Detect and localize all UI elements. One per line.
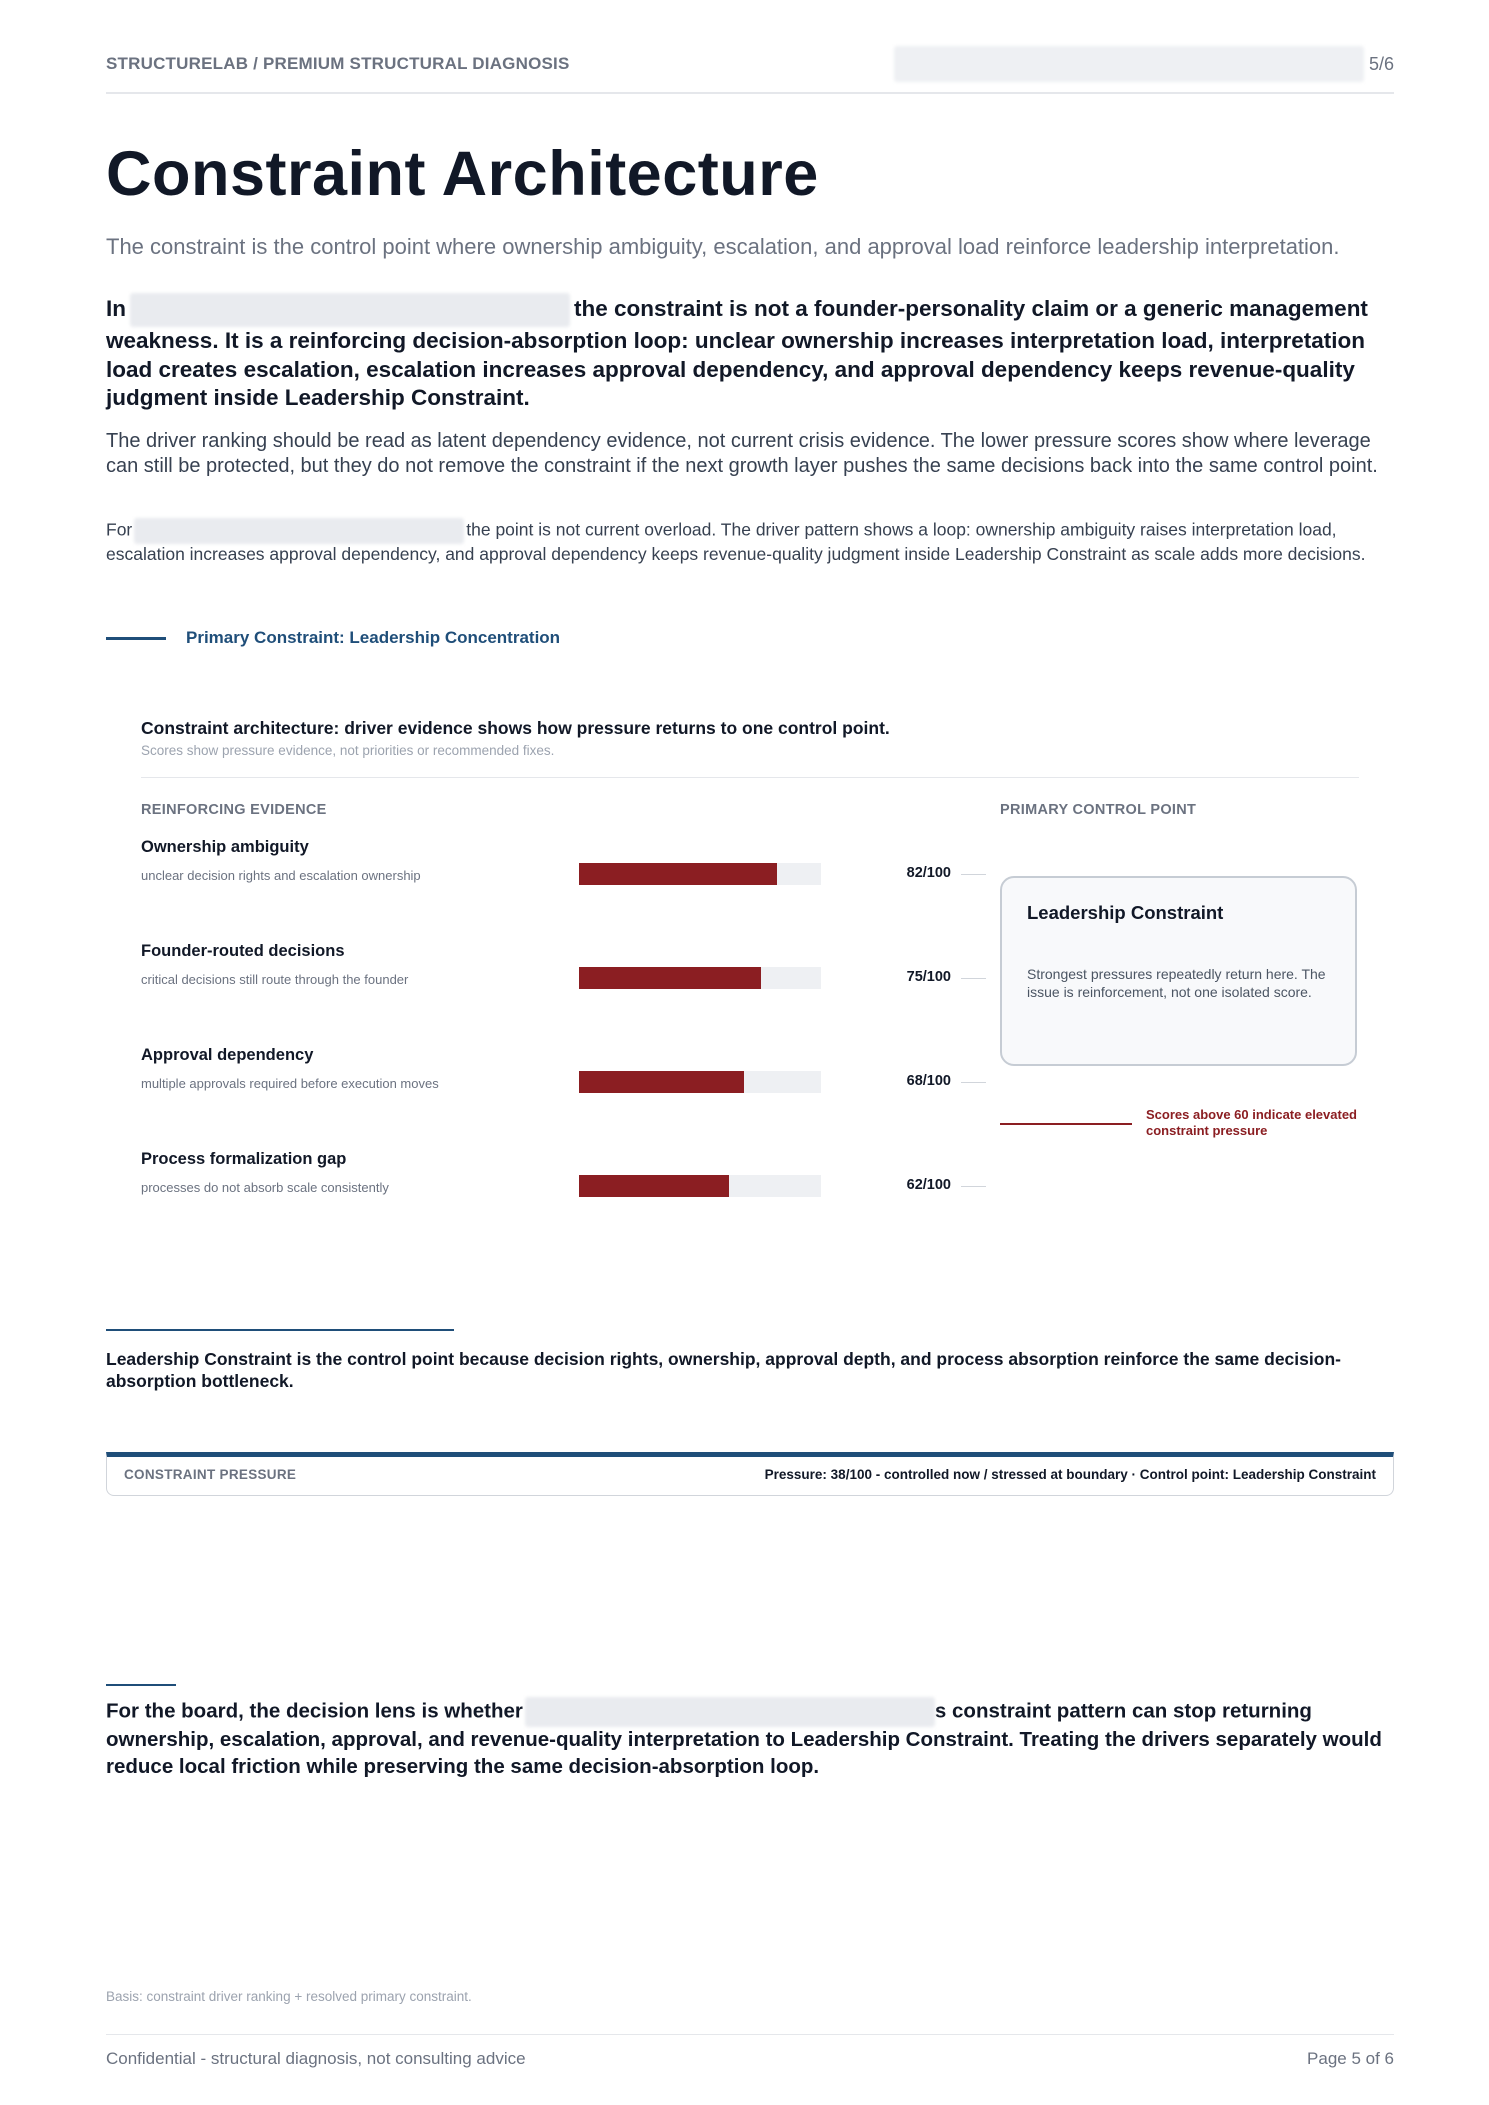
driver-description: critical decisions still route through the founder <box>141 972 409 987</box>
statement-rule <box>106 1329 454 1331</box>
board-rule <box>106 1684 176 1686</box>
driver-name: Process formalization gap <box>141 1150 347 1168</box>
redacted-company-name-2 <box>134 518 464 544</box>
page-header <box>106 52 1394 94</box>
control-point-card <box>1000 876 1357 1066</box>
body-paragraph-ranking: The driver ranking should be read as latent dependency evidence, not current crisis evidence. The lower pressure scores show where leverage can still be protected, but they do not remove the constraint if the next growth layer pushes the same decisions back into the same control point. <box>106 430 1378 477</box>
lead-paragraph <box>106 293 1394 413</box>
redacted-header-field <box>894 46 1364 82</box>
threshold-legend-line <box>1000 1123 1132 1125</box>
driver-description: unclear decision rights and escalation ownership <box>141 868 421 883</box>
driver-bar <box>579 1071 744 1093</box>
driver-connector <box>961 1082 986 1083</box>
driver-name: Ownership ambiguity <box>141 838 309 856</box>
driver-connector <box>961 874 986 875</box>
control-point-description: Strongest pressures repeatedly return here. The issue is reinforcement, not one isolated score. <box>1027 966 1326 1000</box>
primary-constraint-label: Primary Constraint: Leadership Concentration <box>186 628 561 647</box>
control-point-statement: Leadership Constraint is the control point because decision rights, ownership, approval depth, and process absorption reinforce the same decision-absorption bottleneck. <box>106 1349 1341 1391</box>
chart-title: Constraint architecture: driver evidence shows how pressure returns to one control point. <box>141 718 890 738</box>
driver-bar-track <box>579 863 821 885</box>
board-text: s constraint pattern can stop returning ownership, escalation, approval, and revenue-quality interpretation to Leadership Constraint. Treating the drivers separately would reduce local friction while preserving the same decision-absorption loop. <box>106 1699 1382 1778</box>
pressure-label: CONSTRAINT PRESSURE <box>124 1467 297 1482</box>
footer-divider <box>106 2034 1394 2035</box>
lead-prefix: In <box>106 295 126 321</box>
page-title: Constraint Architecture <box>106 139 819 209</box>
driver-score: 75/100 <box>906 969 951 985</box>
chart-subtitle: Scores show pressure evidence, not priorities or recommended fixes. <box>141 743 555 758</box>
report-page <box>106 0 1394 2105</box>
board-prefix: For the board, the decision lens is whether <box>106 1699 523 1723</box>
reinforcing-evidence-label: REINFORCING EVIDENCE <box>141 802 327 818</box>
header-page-number: 5/6 <box>1368 54 1394 74</box>
body-paragraph-loop <box>106 518 1394 565</box>
basis-note: Basis: constraint driver ranking + resolved primary constraint. <box>106 1989 472 2004</box>
constraint-pressure-bar <box>106 1452 1394 1496</box>
redacted-company-name <box>130 293 570 327</box>
body2-text: the point is not current overload. The driver pattern shows a loop: ownership ambiguity raises interpretation load, escalation increases approval dependency, and approval dependency keeps revenue-quality judgment inside Leadership Constraint as scale adds more decisions. <box>106 519 1366 564</box>
primary-constraint-rule <box>106 637 166 640</box>
driver-bar-track <box>579 967 821 989</box>
driver-connector <box>961 978 986 979</box>
threshold-legend-text: Scores above 60 indicate elevated constraint pressure <box>1146 1107 1357 1138</box>
driver-score: 82/100 <box>906 865 951 881</box>
driver-description: multiple approvals required before execution moves <box>141 1076 439 1091</box>
driver-description: processes do not absorb scale consistently <box>141 1180 389 1195</box>
driver-bar-track <box>579 1175 821 1197</box>
driver-connector <box>961 1186 986 1187</box>
driver-bar-track <box>579 1071 821 1093</box>
driver-bar <box>579 1175 729 1197</box>
driver-score: 68/100 <box>906 1073 951 1089</box>
footer-page-number: Page 5 of 6 <box>1307 2049 1394 2068</box>
lead-text: the constraint is not a founder-personality claim or a generic management weakness. It is a reinforcing decision-absorption loop: unclear ownership increases interpretation load, interpretation load creates escalation, escalation increases approval dependency, and approval dependency keeps revenue-quality judgment inside Leadership Constraint. <box>106 295 1368 410</box>
control-point-title: Leadership Constraint <box>1027 902 1224 923</box>
driver-name: Founder-routed decisions <box>141 942 345 960</box>
primary-control-point-label: PRIMARY CONTROL POINT <box>1000 802 1197 818</box>
header-brand: STRUCTURELAB / PREMIUM STRUCTURAL DIAGNOSIS <box>106 54 570 73</box>
chart-divider <box>141 777 1359 778</box>
board-statement <box>106 1697 1394 1780</box>
driver-score: 62/100 <box>906 1177 951 1193</box>
redacted-company-name-3 <box>525 1697 935 1727</box>
page-subtitle: The constraint is the control point where ownership ambiguity, escalation, and approval load reinforce leadership interpretation. <box>106 234 1340 259</box>
driver-bar <box>579 967 761 989</box>
footer-confidential: Confidential - structural diagnosis, not consulting advice <box>106 2049 526 2068</box>
pressure-value: Pressure: 38/100 - controlled now / stressed at boundary · Control point: Leadership Constraint <box>764 1467 1376 1482</box>
body2-prefix: For <box>106 519 133 540</box>
driver-name: Approval dependency <box>141 1046 314 1064</box>
driver-bar <box>579 863 777 885</box>
